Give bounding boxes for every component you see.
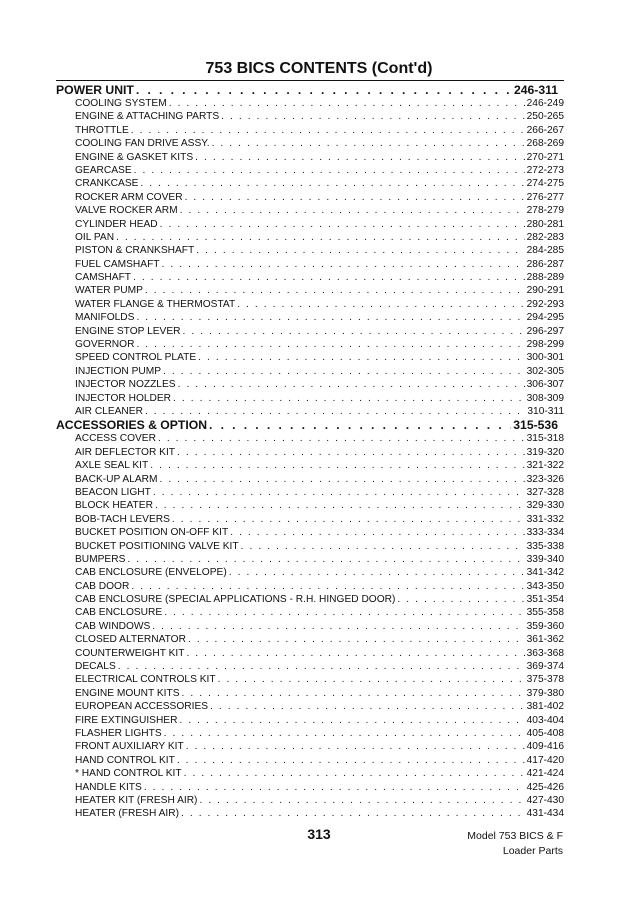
toc-entry	[56, 647, 564, 660]
toc-entry	[56, 606, 564, 619]
dot-leader	[155, 499, 525, 512]
toc-entry-pages: 286-287	[526, 258, 564, 270]
toc-entry-label: FUEL CAMSHAFT	[75, 258, 160, 270]
toc-entry-label: GEARCASE	[75, 164, 132, 176]
toc-entry-label: HEATER KIT (FRESH AIR)	[75, 794, 198, 806]
toc-entry-pages: 329-330	[526, 500, 564, 512]
toc-entry-label: CAMSHAFT	[75, 272, 132, 284]
dot-leader	[210, 700, 525, 713]
toc-entry-label: COUNTERWEIGHT KIT	[75, 647, 185, 659]
toc-entry-label: BUCKET POSITION ON-OFF KIT	[75, 527, 229, 539]
toc-entry	[56, 231, 564, 244]
toc-entry-pages: 405-408	[526, 727, 564, 739]
dot-leader	[177, 754, 525, 767]
toc-entry-pages: 246-249	[526, 98, 564, 109]
toc-entry-pages: 250-265	[526, 111, 564, 123]
toc-entry	[56, 311, 564, 324]
toc-entry-pages: 306-307	[526, 379, 564, 391]
toc-entry-label: CAB ENCLOSURE (SPECIAL APPLICATIONS - R.H. HINGED DOOR)	[75, 594, 396, 606]
footer	[467, 829, 563, 859]
section-heading	[56, 83, 564, 97]
toc-entry	[56, 714, 564, 727]
toc-entry-label: ACCESS COVER	[75, 433, 156, 445]
dot-leader	[140, 177, 524, 190]
toc-entry-label: BUCKET POSITIONING VALVE KIT	[75, 540, 239, 552]
dot-leader	[185, 191, 525, 204]
toc-entry-pages: 355-358	[526, 607, 564, 619]
toc-entry-pages: 341-342	[526, 567, 564, 579]
toc-entry-label: CAB WINDOWS	[75, 620, 151, 632]
toc-entry-pages: 276-277	[526, 191, 564, 203]
toc-entry-pages: 343-350	[526, 580, 564, 592]
toc-entry	[56, 271, 564, 284]
toc-entry-pages: 294-295	[526, 312, 564, 324]
toc-entry-pages: 288-289	[526, 272, 564, 284]
toc-entry-pages: 308-309	[526, 392, 564, 404]
toc-entry-pages: 302-305	[526, 365, 564, 377]
toc-entry-label: INJECTOR HOLDER	[75, 392, 172, 404]
toc-entry-label: PISTON & CRANKSHAFT	[75, 245, 195, 257]
dot-leader	[181, 807, 525, 820]
toc-entry-label: SPEED CONTROL PLATE	[75, 352, 197, 364]
section-heading-label: ACCESSORIES & OPTION	[56, 418, 208, 433]
dot-leader	[116, 231, 525, 244]
toc-entry-pages: 278-279	[526, 205, 564, 217]
toc-entry	[56, 473, 564, 486]
toc-entry-pages: 409-416	[526, 741, 564, 753]
dot-leader	[221, 110, 524, 123]
dot-leader	[397, 593, 524, 606]
toc-entry-label: BUMPERS	[75, 553, 126, 565]
toc-entry	[56, 325, 564, 338]
toc-entry	[56, 258, 564, 271]
toc-entry-pages: 327-328	[526, 486, 564, 498]
toc-entry-pages: 333-334	[526, 527, 564, 539]
toc-entry-label: ENGINE MOUNT KITS	[75, 687, 180, 699]
title-rule	[56, 80, 564, 81]
toc-entry	[56, 151, 564, 164]
dot-leader	[169, 97, 525, 110]
section-heading-pages: 246-311	[513, 83, 558, 97]
toc-entry-pages: 417-420	[526, 754, 564, 766]
toc-entry-label: HEATER (FRESH AIR)	[75, 808, 179, 820]
toc-entry-pages: 290-291	[526, 285, 564, 297]
toc-entry	[56, 298, 564, 311]
toc-entry-label: ELECTRICAL CONTROLS KIT	[75, 674, 216, 686]
page-number: 313	[307, 826, 331, 842]
section-heading	[56, 418, 564, 432]
dot-leader	[237, 298, 524, 311]
toc-entry-pages: 339-340	[526, 553, 564, 565]
toc-entry	[56, 566, 564, 579]
toc-entry-label: AIR DEFLECTOR KIT	[75, 446, 176, 458]
dot-leader	[173, 392, 525, 405]
toc-entry-label: CAB DOOR	[75, 580, 130, 592]
dot-leader	[184, 767, 525, 780]
dot-leader	[159, 473, 524, 486]
dot-leader	[158, 432, 525, 445]
dot-leader	[145, 284, 525, 297]
dot-leader	[134, 164, 525, 177]
dot-leader	[230, 526, 524, 539]
toc-entry-label: BOB-TACH LEVERS	[75, 513, 170, 525]
dot-leader	[218, 673, 525, 686]
dot-leader	[183, 325, 525, 338]
dot-leader	[172, 513, 525, 526]
toc-entry-pages: 266-267	[526, 124, 564, 136]
toc-entry	[56, 244, 564, 257]
dot-leader	[199, 794, 524, 807]
dot-leader	[118, 660, 525, 673]
dot-leader	[198, 351, 524, 364]
toc-entry-label: HAND CONTROL KIT	[75, 754, 175, 766]
toc-entry	[56, 486, 564, 499]
dot-leader	[150, 459, 524, 472]
toc-entry-pages: 270-271	[526, 151, 564, 163]
dot-leader	[145, 405, 525, 418]
dot-leader	[177, 446, 525, 459]
toc-entry-label: COOLING FAN DRIVE ASSY.	[75, 138, 210, 150]
toc-entry	[56, 687, 564, 700]
toc-entry-pages: 274-275	[526, 178, 564, 190]
toc-entry	[56, 338, 564, 351]
toc-entry	[56, 110, 564, 123]
dot-leader	[212, 137, 525, 150]
toc-entry-label: ENGINE & ATTACHING PARTS	[75, 111, 220, 123]
toc-entry	[56, 459, 564, 472]
toc-entry-pages: 331-332	[526, 513, 564, 525]
toc-entry	[56, 405, 564, 418]
toc-entry-pages: 369-374	[526, 661, 564, 673]
toc-entry	[56, 673, 564, 686]
toc-entry-label: OIL PAN	[75, 231, 115, 243]
footer-subtitle: Loader Parts	[502, 845, 563, 857]
toc-entry	[56, 499, 564, 512]
toc-entry-label: INJECTION PUMP	[75, 365, 162, 377]
dot-leader	[196, 244, 524, 257]
toc-entry-label: COOLING SYSTEM	[75, 98, 167, 109]
dot-leader	[136, 83, 512, 97]
toc-entry-pages: 298-299	[526, 339, 564, 351]
toc-entry-pages: 319-320	[526, 446, 564, 458]
toc-entry-pages: 268-269	[526, 138, 564, 150]
dot-leader	[241, 540, 525, 553]
table-of-contents	[56, 83, 564, 821]
toc-entry	[56, 593, 564, 606]
toc-entry-label: ENGINE & GASKET KITS	[75, 151, 194, 163]
toc-entry-pages: 359-360	[526, 620, 564, 632]
toc-entry	[56, 124, 564, 137]
toc-entry-pages: 335-338	[526, 540, 564, 552]
toc-entry-label: * HAND CONTROL KIT	[75, 768, 182, 780]
toc-entry-label: FRONT AUXILIARY KIT	[75, 741, 184, 753]
toc-entry	[56, 727, 564, 740]
toc-entry	[56, 767, 564, 780]
toc-entry	[56, 177, 564, 190]
toc-entry	[56, 164, 564, 177]
toc-entry-label: HANDLE KITS	[75, 781, 142, 793]
toc-entry-pages: 361-362	[526, 634, 564, 646]
toc-entry-pages: 282-283	[526, 231, 564, 243]
toc-entry-pages: 427-430	[526, 794, 564, 806]
toc-entry-label: DECALS	[75, 661, 116, 673]
toc-entry	[56, 204, 564, 217]
toc-entry-pages: 431-434	[526, 808, 564, 820]
toc-entry	[56, 807, 564, 820]
dot-leader	[133, 271, 525, 284]
page-title: 753 BICS CONTENTS (Cont'd)	[205, 60, 433, 77]
dot-leader	[186, 740, 525, 753]
toc-entry-pages: 375-378	[526, 674, 564, 686]
dot-leader	[229, 566, 525, 579]
toc-entry-label: GOVERNOR	[75, 339, 135, 351]
toc-entry	[56, 540, 564, 553]
toc-entry-pages: 425-426	[526, 781, 564, 793]
toc-entry	[56, 781, 564, 794]
toc-entry-label: INJECTOR NOZZLES	[75, 379, 176, 391]
footer-model: Model 753 BICS & F	[467, 830, 563, 842]
dot-leader	[131, 580, 524, 593]
dot-leader	[164, 727, 525, 740]
dot-leader	[186, 647, 524, 660]
toc-entry-pages: 351-354	[526, 594, 564, 606]
toc-entry	[56, 351, 564, 364]
toc-entry-pages: 284-285	[526, 245, 564, 257]
toc-entry-pages: 321-322	[526, 460, 564, 472]
toc-entry-label: CAB ENCLOSURE (ENVELOPE)	[75, 567, 227, 579]
toc-entry	[56, 97, 564, 110]
dot-leader	[152, 620, 524, 633]
toc-entry-pages: 379-380	[526, 687, 564, 699]
dot-leader	[163, 365, 525, 378]
toc-entry	[56, 526, 564, 539]
dot-leader	[162, 258, 525, 271]
toc-entry	[56, 218, 564, 231]
dot-leader	[209, 418, 511, 432]
toc-entry-label: VALVE ROCKER ARM	[75, 205, 178, 217]
toc-entry-label: FIRE EXTINGUISHER	[75, 714, 178, 726]
toc-entry-label: THROTTLE	[75, 124, 129, 136]
dot-leader	[153, 486, 525, 499]
toc-entry	[56, 633, 564, 646]
toc-entry-label: AXLE SEAL KIT	[75, 460, 149, 472]
toc-entry	[56, 794, 564, 807]
dot-leader	[179, 714, 524, 727]
toc-entry-pages: 296-297	[526, 325, 564, 337]
toc-entry-pages: 272-273	[526, 164, 564, 176]
dot-leader	[178, 378, 525, 391]
toc-entry-label: WATER FLANGE & THERMOSTAT	[75, 298, 236, 310]
toc-entry	[56, 392, 564, 405]
toc-entry-label: CAB ENCLOSURE	[75, 607, 163, 619]
toc-entry-label: ENGINE STOP LEVER	[75, 325, 181, 337]
toc-entry	[56, 700, 564, 713]
toc-entry	[56, 660, 564, 673]
toc-entry-label: ROCKER ARM COVER	[75, 191, 183, 203]
toc-entry	[56, 432, 564, 445]
toc-entry-label: AIR CLEANER	[75, 405, 143, 417]
dot-leader	[195, 151, 524, 164]
toc-entry-pages: 280-281	[526, 218, 564, 230]
toc-entry	[56, 378, 564, 391]
dot-leader	[131, 124, 525, 137]
toc-entry	[56, 754, 564, 767]
toc-entry	[56, 284, 564, 297]
dot-leader	[144, 781, 525, 794]
dot-leader	[136, 311, 524, 324]
toc-entry-label: BEACON LIGHT	[75, 486, 151, 498]
toc-entry-label: EUROPEAN ACCESSORIES	[75, 701, 209, 713]
toc-entry	[56, 580, 564, 593]
dot-leader	[127, 553, 524, 566]
toc-entry-pages: 315-318	[526, 433, 564, 445]
toc-entry-pages: 381-402	[526, 701, 564, 713]
toc-entry	[56, 740, 564, 753]
dot-leader	[136, 338, 524, 351]
toc-entry-label: BACK-UP ALARM	[75, 473, 158, 485]
toc-entry-pages: 421-424	[526, 768, 564, 780]
toc-entry	[56, 553, 564, 566]
toc-entry-pages: 363-368	[526, 647, 564, 659]
dot-leader	[188, 633, 525, 646]
toc-entry-label: WATER PUMP	[75, 285, 143, 297]
toc-entry-pages: 403-404	[526, 714, 564, 726]
toc-entry-pages: 292-293	[526, 298, 564, 310]
dot-leader	[164, 606, 524, 619]
toc-entry-label: CRANKCASE	[75, 178, 139, 190]
toc-entry	[56, 513, 564, 526]
section-heading-pages: 315-536	[513, 418, 558, 433]
toc-entry-pages: 300-301	[526, 352, 564, 364]
toc-entry-label: MANIFOLDS	[75, 312, 135, 324]
toc-entry-label: BLOCK HEATER	[75, 500, 153, 512]
toc-entry	[56, 191, 564, 204]
toc-entry	[56, 620, 564, 633]
toc-entry	[56, 446, 564, 459]
dot-leader	[180, 204, 525, 217]
toc-entry	[56, 365, 564, 378]
section-heading-label: POWER UNIT	[56, 83, 134, 97]
toc-entry-pages: 310-311	[527, 405, 564, 417]
toc-entry-label: FLASHER LIGHTS	[75, 727, 162, 739]
toc-entry	[56, 137, 564, 150]
toc-entry-label: CLOSED ALTERNATOR	[75, 634, 186, 646]
toc-entry-label: CYLINDER HEAD	[75, 218, 158, 230]
dot-leader	[182, 687, 525, 700]
toc-entry-pages: 323-326	[526, 473, 564, 485]
dot-leader	[160, 218, 525, 231]
